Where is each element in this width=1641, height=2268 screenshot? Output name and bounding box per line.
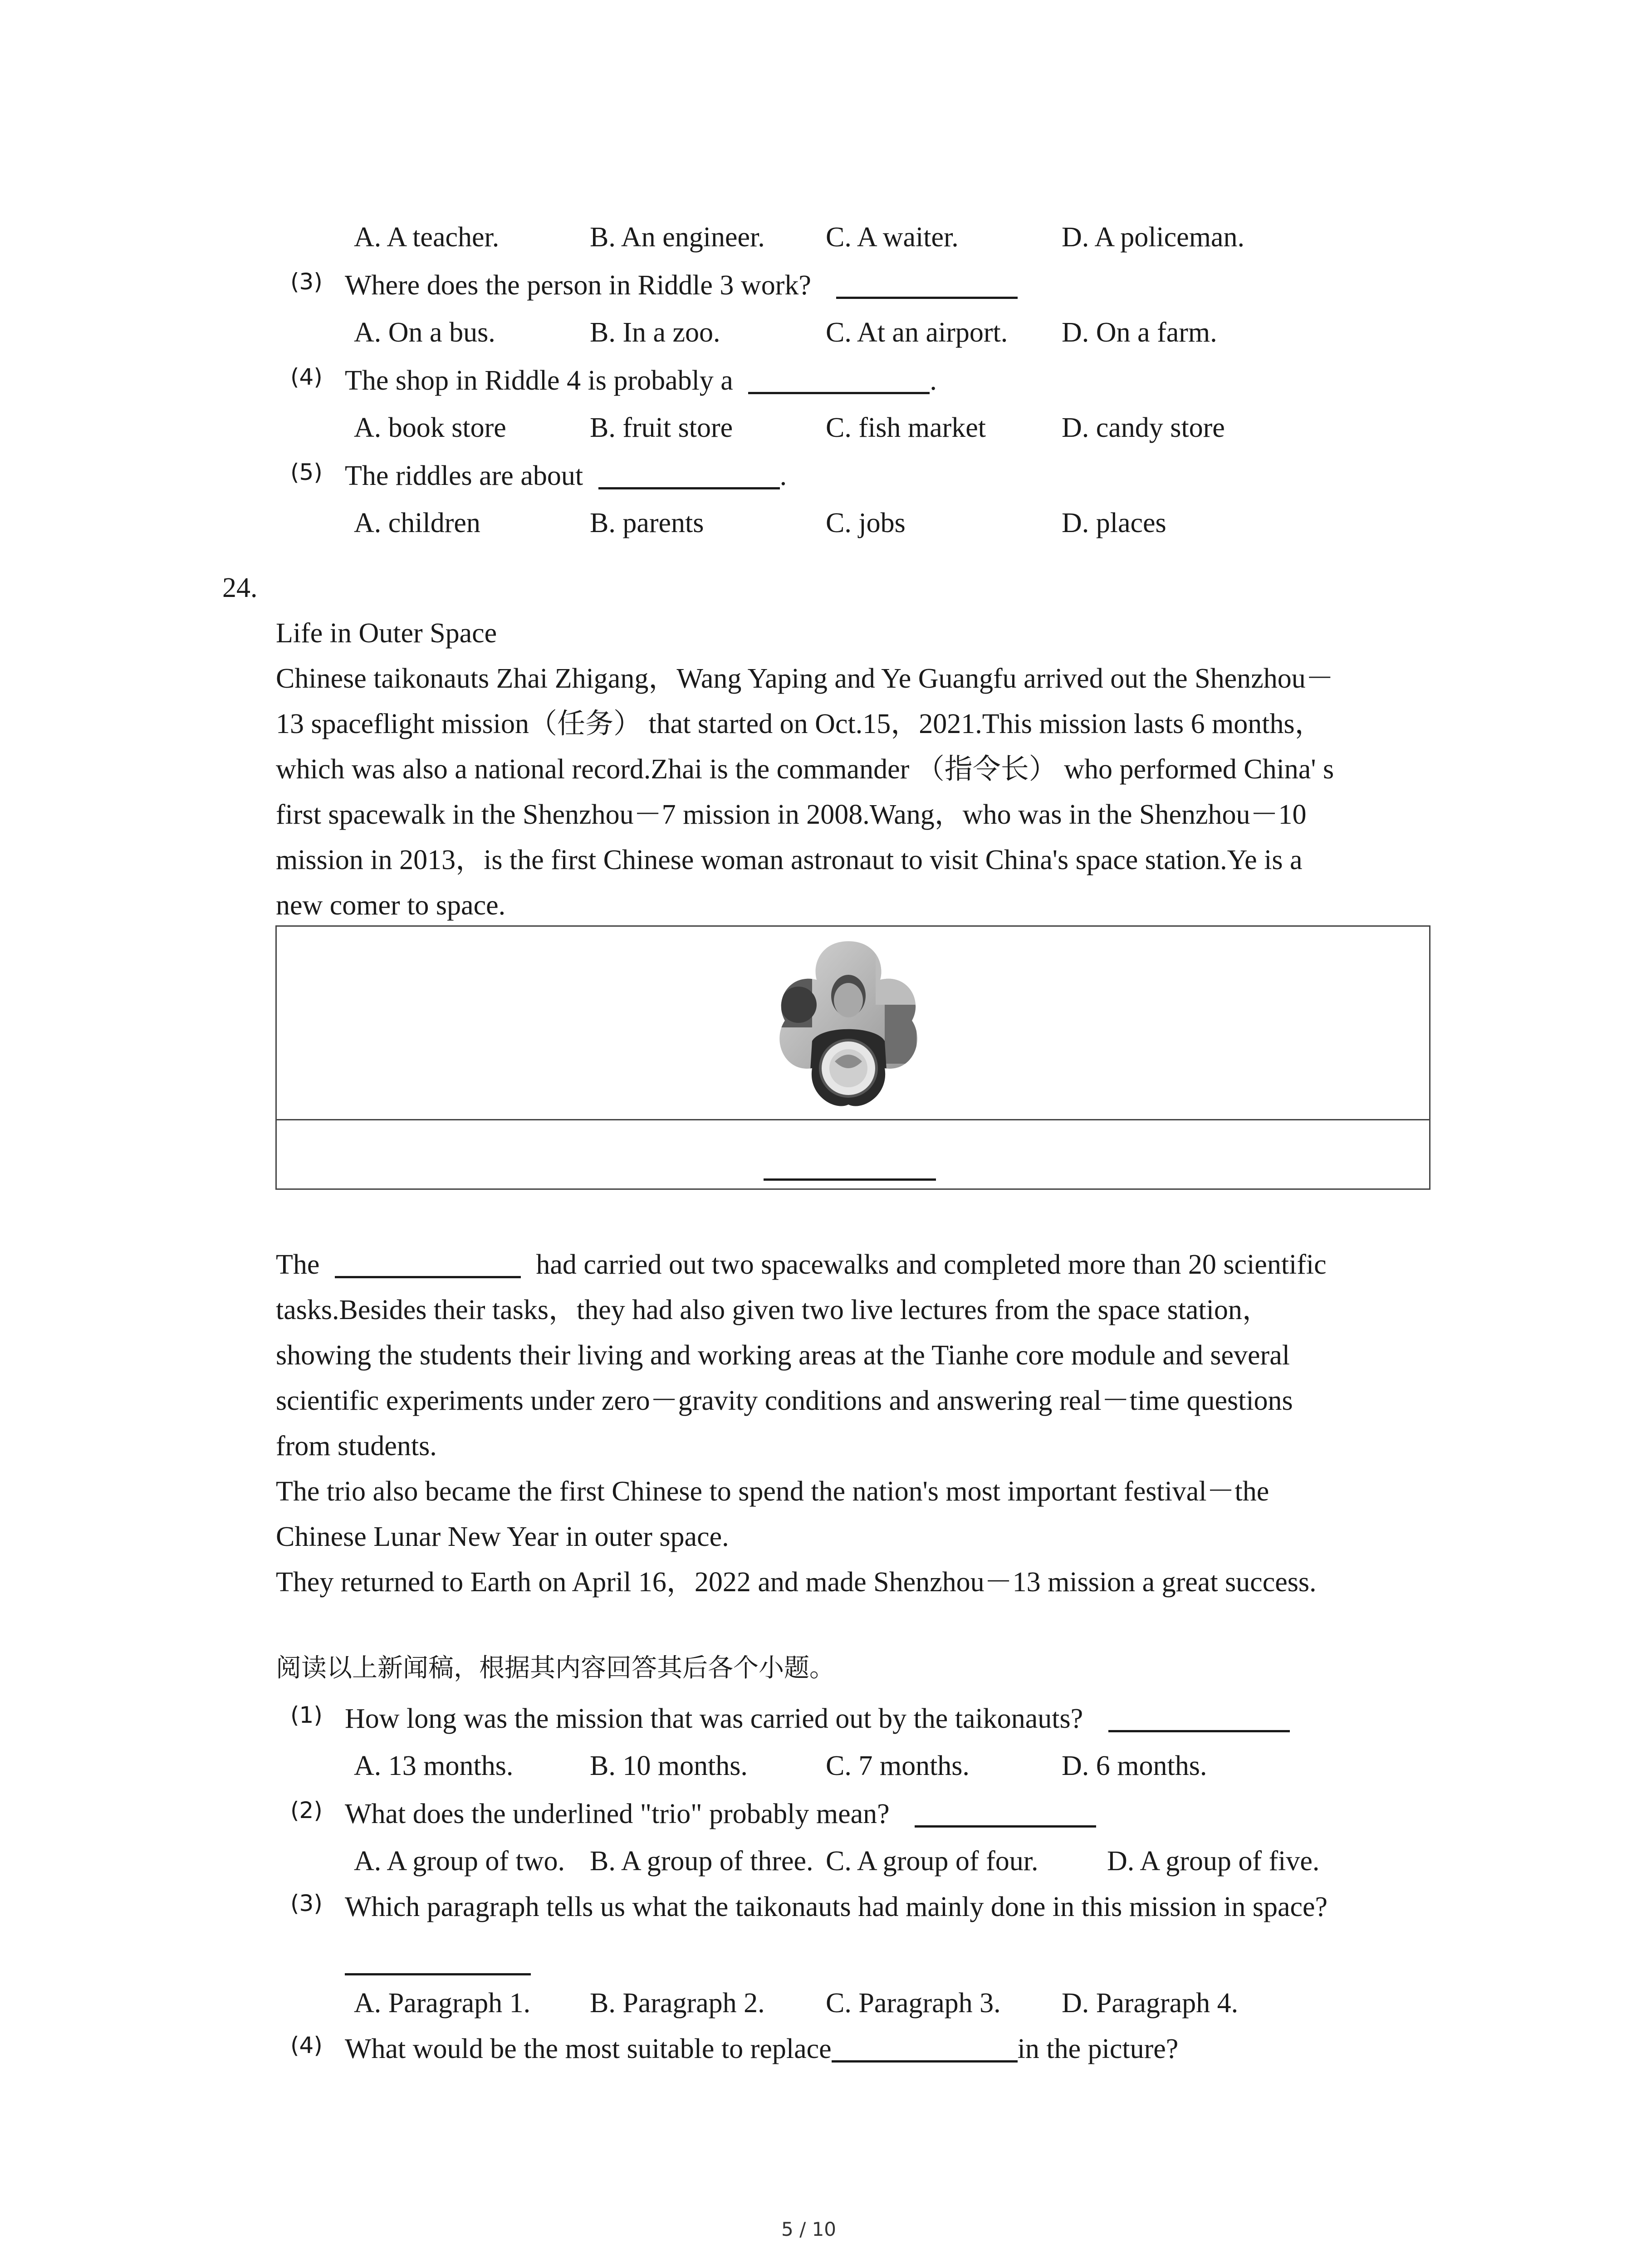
q24-q1-stem: How long was the mission that was carried out by the taikonauts? xyxy=(345,1705,1290,1733)
q23-q5-option-c: C. jobs xyxy=(826,508,906,538)
q23-q5-number: (5) xyxy=(290,459,323,485)
passage-line: scientific experiments under zero－gravity conditions and answering real－time questions xyxy=(276,1385,1293,1416)
picture-divider xyxy=(275,1119,1430,1120)
q24-q2-option-d: D. A group of five. xyxy=(1107,1846,1320,1877)
q23-q2-option-a: A. A teacher. xyxy=(354,222,500,253)
q23-q2-option-b: B. An engineer. xyxy=(590,222,765,253)
q24-q1-option-c: C. 7 months. xyxy=(826,1750,970,1781)
q23-q3-option-a: A. On a bus. xyxy=(354,317,495,348)
q23-q4-option-b: B. fruit store xyxy=(590,412,733,443)
q23-q2-option-c: C. A waiter. xyxy=(826,222,959,253)
q23-q3-option-c: C. At an airport. xyxy=(826,317,1008,348)
q23-q5-option-d: D. places xyxy=(1062,508,1166,538)
q24-q3-option-b: B. Paragraph 2. xyxy=(590,1988,765,2019)
q23-q5-option-b: B. parents xyxy=(590,508,704,538)
q24-q1-option-d: D. 6 months. xyxy=(1062,1750,1207,1781)
q24-q4-stem: What would be the most suitable to replace in the picture? xyxy=(345,2033,1179,2064)
q24-q3-option-a: A. Paragraph 1. xyxy=(354,1988,531,2019)
passage-line: tasks.Besides their tasks，they had also given two live lectures from the space station， xyxy=(276,1295,1270,1325)
passage-title: Life in Outer Space xyxy=(276,618,497,649)
passage-line: The trio also became the first Chinese to spend the nation's most important festival－the xyxy=(276,1476,1269,1507)
q23-q3-stem: Where does the person in Riddle 3 work? xyxy=(345,271,1018,299)
answer-blank[interactable] xyxy=(832,2060,1018,2063)
passage-line: which was also a national record.Zhai is the commander （指令长） who performed China' s xyxy=(276,754,1334,785)
q23-q2-option-d: D. A policeman. xyxy=(1062,222,1244,253)
q23-q4-option-d: D. candy store xyxy=(1062,412,1225,443)
q24-q2-stem: What does the underlined "trio" probably mean? xyxy=(345,1800,1096,1828)
answer-blank[interactable] xyxy=(1108,1730,1290,1732)
q23-q4-option-c: C. fish market xyxy=(826,412,986,443)
q23-q4-number: (4) xyxy=(290,364,323,390)
q24-q2-option-c: C. A group of four. xyxy=(826,1846,1038,1877)
question-number: 24. xyxy=(222,572,258,603)
picture-caption-blank[interactable] xyxy=(764,1178,936,1181)
q24-q1-option-a: A. 13 months. xyxy=(354,1750,514,1781)
q23-q3-option-d: D. On a farm. xyxy=(1062,317,1217,348)
q23-q3-option-b: B. In a zoo. xyxy=(590,317,720,348)
passage-line: 13 spaceflight mission（任务） that started on Oct.15，2021.This mission lasts 6 months， xyxy=(276,709,1323,739)
q24-q1-number: (1) xyxy=(290,1702,323,1728)
passage-line: first spacewalk in the Shenzhou－7 mission in 2008.Wang，who was in the Shenzhou－10 xyxy=(276,799,1307,830)
q24-q3-option-d: D. Paragraph 4. xyxy=(1062,1988,1239,2019)
q24-q2-option-b: B. A group of three. xyxy=(590,1846,813,1877)
passage-line: The had carried out two spacewalks and completed more than 20 scientific xyxy=(276,1249,1327,1280)
q23-q4-stem: The shop in Riddle 4 is probably a . xyxy=(345,365,937,396)
answer-blank[interactable] xyxy=(836,297,1018,299)
passage-line: Chinese Lunar New Year in outer space. xyxy=(276,1521,729,1552)
answer-blank[interactable] xyxy=(345,1973,531,1975)
passage-line: from students. xyxy=(276,1431,437,1461)
q23-q5-option-a: A. children xyxy=(354,508,480,538)
answer-blank[interactable] xyxy=(335,1276,521,1278)
q24-q3-number: (3) xyxy=(290,1890,323,1916)
passage-line: showing the students their living and working areas at the Tianhe core module and several xyxy=(276,1340,1290,1371)
q24-q3-option-c: C. Paragraph 3. xyxy=(826,1988,1001,2019)
q23-q5-stem: The riddles are about . xyxy=(345,460,787,491)
page-number: 5 / 10 xyxy=(781,2218,837,2240)
q24-q2-number: (2) xyxy=(290,1797,323,1823)
passage-line: new comer to space. xyxy=(276,890,506,921)
answer-blank[interactable] xyxy=(748,392,930,394)
answer-blank[interactable] xyxy=(598,487,780,489)
q24-q1-option-b: B. 10 months. xyxy=(590,1750,748,1781)
taikonaut-photo xyxy=(771,937,926,1114)
q23-q4-option-a: A. book store xyxy=(354,412,506,443)
q24-q4-number: (4) xyxy=(290,2032,323,2058)
q24-q3-stem: Which paragraph tells us what the taikonauts had mainly done in this mission in space? xyxy=(345,1892,1328,1922)
instruction: 阅读以上新闻稿，根据其内容回答其后各个小题。 xyxy=(276,1653,835,1683)
passage-line: Chinese taikonauts Zhai Zhigang，Wang Yaping and Ye Guangfu arrived out the Shenzhou－ xyxy=(276,663,1334,694)
q23-q3-number: (3) xyxy=(290,269,323,295)
passage-line: mission in 2013，is the first Chinese woman astronaut to visit China's space station.Ye is a xyxy=(276,845,1303,875)
q24-q2-option-a: A. A group of two. xyxy=(354,1846,565,1877)
answer-blank[interactable] xyxy=(915,1825,1096,1828)
passage-line: They returned to Earth on April 16，2022 and made Shenzhou－13 mission a great success. xyxy=(276,1567,1317,1598)
